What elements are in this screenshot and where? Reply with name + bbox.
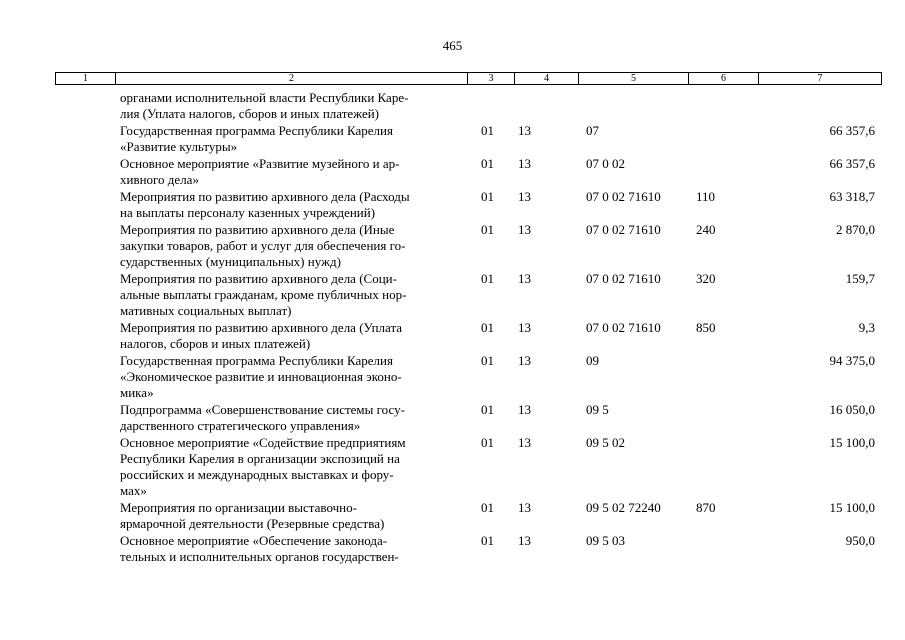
row-target-article — [578, 90, 688, 123]
row-expense-type: 870 — [696, 500, 716, 515]
table-row — [55, 189, 881, 222]
row-target-article: 09 5 02 72240 — [586, 500, 661, 515]
row-name — [55, 189, 467, 222]
header-row — [56, 73, 882, 85]
row-expense-type: 320 — [696, 271, 716, 286]
row-expense-type — [688, 123, 758, 156]
row-section: 01 — [481, 435, 494, 450]
row-subsection: 13 — [518, 435, 531, 450]
row-target-article: 09 5 — [586, 402, 609, 417]
row-target-article: 07 0 02 71610 — [586, 222, 661, 237]
row-amount: 15 100,0 — [829, 435, 875, 450]
row-expense-type — [688, 353, 758, 402]
row-target-article: 07 0 02 71610 — [586, 189, 661, 204]
table-row — [55, 353, 881, 402]
row-expense-type — [688, 156, 758, 189]
row-expense-type: 110 — [696, 189, 716, 204]
table-row — [55, 533, 881, 566]
row-section — [467, 90, 514, 123]
row-name-line: хивного дела» — [120, 172, 199, 187]
row-expense-type — [688, 533, 758, 566]
table-row — [55, 90, 881, 123]
row-amount: 94 375,0 — [829, 353, 875, 368]
row-subsection: 13 — [518, 320, 531, 335]
row-subsection: 13 — [518, 402, 531, 417]
row-name-line: мика» — [120, 385, 154, 400]
row-name-line: Мероприятия по организации выставочно- — [120, 500, 357, 515]
row-subsection — [514, 90, 578, 123]
header-col-6: 6 — [689, 73, 759, 85]
row-name-line: мах» — [120, 483, 147, 498]
row-subsection: 13 — [518, 271, 531, 286]
row-name-line: Государственная программа Республики Карелия — [120, 353, 393, 368]
row-name-line: Основное мероприятие «Содействие предприятиям — [120, 435, 406, 450]
table-row — [55, 123, 881, 156]
row-section: 01 — [481, 189, 494, 204]
header-col-5: 5 — [579, 73, 689, 85]
row-amount: 16 050,0 — [829, 402, 875, 417]
row-amount: 9,3 — [858, 320, 875, 335]
row-subsection: 13 — [518, 353, 531, 368]
row-name — [55, 222, 467, 271]
row-section: 01 — [481, 320, 494, 335]
row-name-line: Мероприятия по развитию архивного дела (Иные — [120, 222, 395, 237]
row-name-line: лия (Уплата налогов, сборов и иных платежей) — [120, 106, 380, 121]
row-name-line: закупки товаров, работ и услуг для обеспечения го- — [120, 238, 406, 253]
row-subsection: 13 — [518, 123, 531, 138]
row-expense-type: 850 — [696, 320, 716, 335]
header-col-4: 4 — [515, 73, 579, 85]
row-expense-type — [688, 90, 758, 123]
row-amount — [758, 90, 881, 123]
row-section: 01 — [481, 123, 494, 138]
row-name — [55, 320, 467, 353]
row-name — [55, 533, 467, 566]
row-amount: 63 318,7 — [829, 189, 875, 204]
row-section: 01 — [481, 271, 494, 286]
row-name-line: Мероприятия по развитию архивного дела (Уплата — [120, 320, 403, 335]
header-col-1: 1 — [56, 73, 116, 85]
table-row — [55, 156, 881, 189]
row-target-article: 07 0 02 71610 — [586, 320, 661, 335]
row-name-line: тельных и исполнительных органов государствен- — [120, 549, 399, 564]
row-name-line: Подпрограмма «Совершенствование системы госу- — [120, 402, 405, 417]
row-name-line: мативных социальных выплат) — [120, 303, 292, 318]
row-name — [55, 435, 467, 500]
row-name-line: налогов, сборов и иных платежей) — [120, 336, 311, 351]
row-name — [55, 500, 467, 533]
row-name-line: альные выплаты гражданам, кроме публичных нор- — [120, 287, 407, 302]
row-name-line: российских и международных выставках и фору- — [120, 467, 394, 482]
row-section: 01 — [481, 222, 494, 237]
row-amount: 159,7 — [845, 271, 875, 286]
row-target-article: 07 0 02 71610 — [586, 271, 661, 286]
budget-table — [55, 90, 881, 566]
row-name — [55, 402, 467, 435]
row-name-line: сударственных (муниципальных) нужд) — [120, 254, 341, 269]
row-amount: 66 357,6 — [829, 123, 875, 138]
row-name-line: органами исполнительной власти Республики Каре- — [120, 90, 409, 105]
row-expense-type: 240 — [696, 222, 716, 237]
row-name-line: Республики Карелия в организации экспозиций на — [120, 451, 400, 466]
row-name-line: ярмарочной деятельности (Резервные средства) — [120, 516, 385, 531]
row-section: 01 — [481, 353, 494, 368]
row-name-line: Мероприятия по развитию архивного дела (Расходы — [120, 189, 410, 204]
table-row — [55, 435, 881, 500]
row-name-line: Основное мероприятие «Развитие музейного и ар- — [120, 156, 400, 171]
row-amount: 66 357,6 — [829, 156, 875, 171]
row-name-line: дарственного стратегического управления» — [120, 418, 361, 433]
row-amount: 950,0 — [845, 533, 875, 548]
row-subsection: 13 — [518, 533, 531, 548]
table-header — [55, 72, 882, 85]
row-section: 01 — [481, 500, 494, 515]
row-name — [55, 156, 467, 189]
table-row — [55, 271, 881, 320]
row-name — [55, 353, 467, 402]
row-subsection: 13 — [518, 500, 531, 515]
row-section: 01 — [481, 402, 494, 417]
row-target-article: 07 — [586, 123, 599, 138]
row-name-line: «Развитие культуры» — [120, 139, 238, 154]
row-name — [55, 271, 467, 320]
row-expense-type — [688, 435, 758, 500]
header-col-2: 2 — [116, 73, 468, 85]
row-subsection: 13 — [518, 222, 531, 237]
row-name-line: Основное мероприятие «Обеспечение законода- — [120, 533, 388, 548]
table-row — [55, 500, 881, 533]
row-name-line: «Экономическое развитие и инновационная эконо- — [120, 369, 402, 384]
row-subsection: 13 — [518, 189, 531, 204]
page-number: 465 — [442, 38, 463, 53]
row-amount: 2 870,0 — [836, 222, 875, 237]
row-target-article: 07 0 02 — [586, 156, 625, 171]
row-name-line: на выплаты персоналу казенных учреждений) — [120, 205, 376, 220]
row-name — [55, 123, 467, 156]
header-col-3: 3 — [468, 73, 515, 85]
table-row — [55, 222, 881, 271]
row-section: 01 — [481, 533, 494, 548]
table-row — [55, 402, 881, 435]
row-amount: 15 100,0 — [829, 500, 875, 515]
row-target-article: 09 — [586, 353, 599, 368]
row-target-article: 09 5 02 — [586, 435, 625, 450]
row-subsection: 13 — [518, 156, 531, 171]
row-target-article: 09 5 03 — [586, 533, 625, 548]
row-name — [55, 90, 467, 123]
row-name-line: Мероприятия по развитию архивного дела (Соци- — [120, 271, 397, 286]
header-col-7: 7 — [759, 73, 882, 85]
row-section: 01 — [481, 156, 494, 171]
row-name-line: Государственная программа Республики Карелия — [120, 123, 393, 138]
budget-table-body — [55, 90, 881, 566]
row-expense-type — [688, 402, 758, 435]
table-row — [55, 320, 881, 353]
